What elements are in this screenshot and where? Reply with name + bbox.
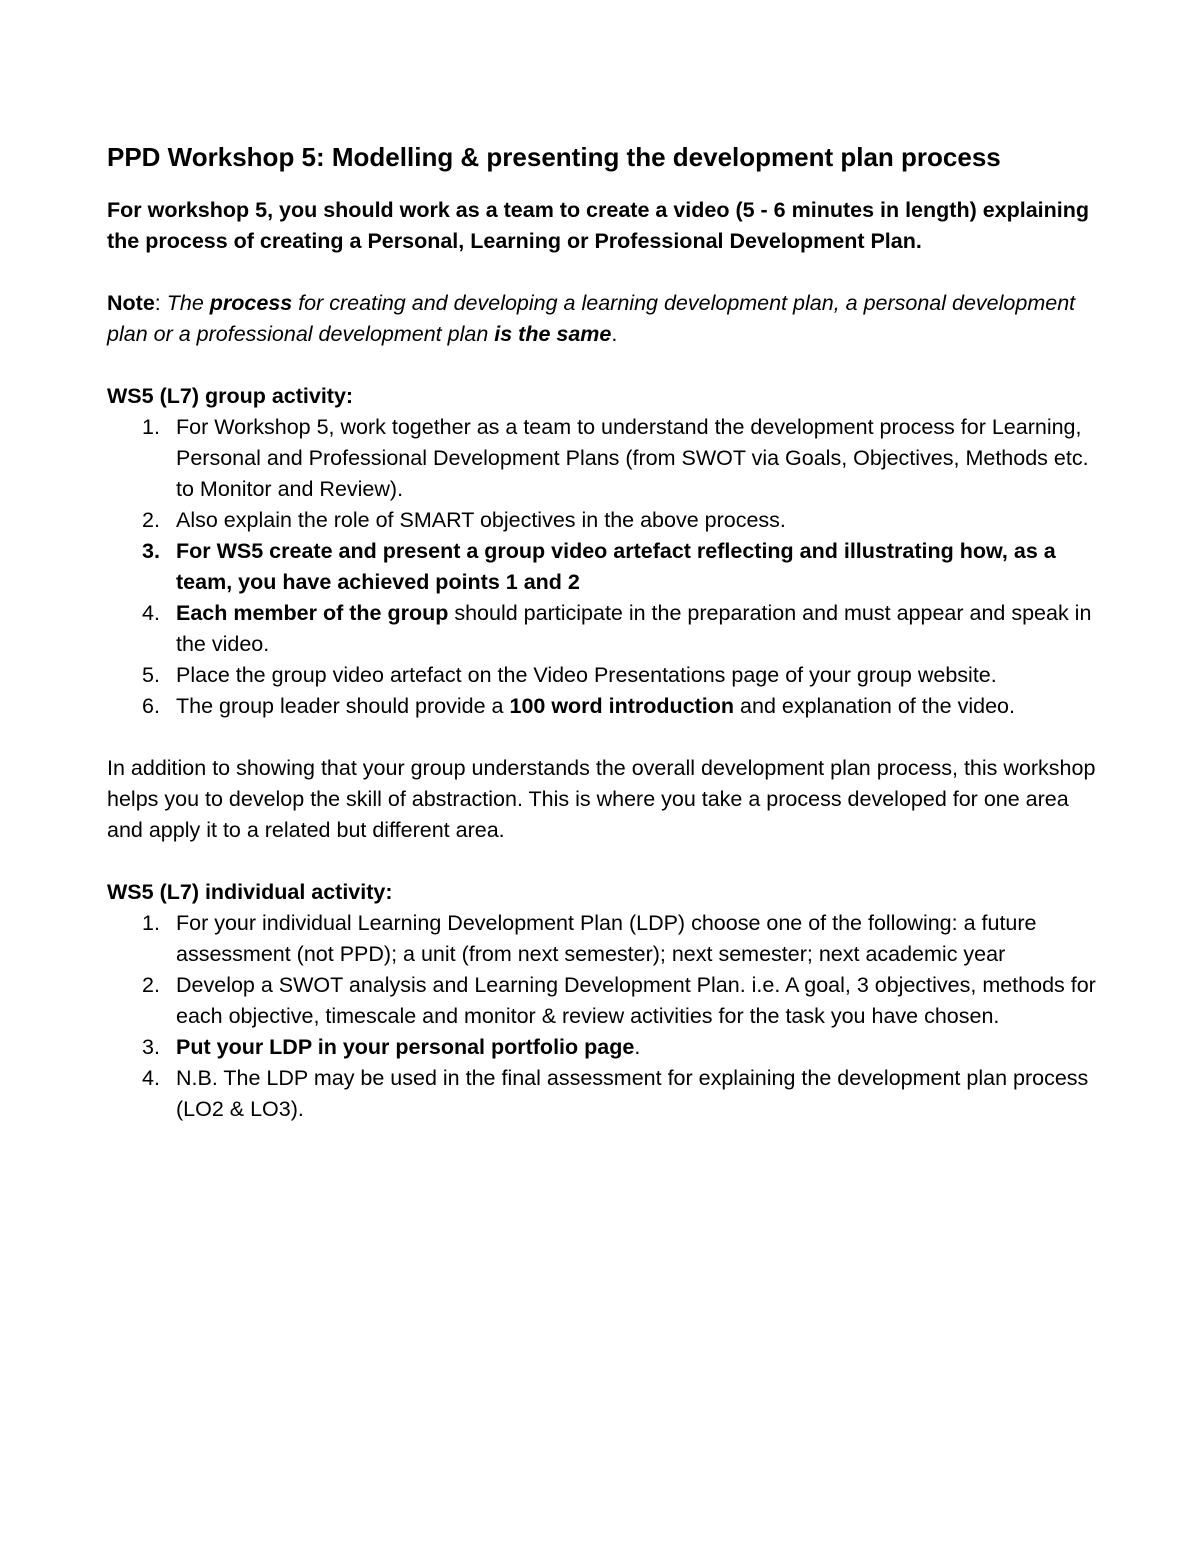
spacer	[107, 722, 1097, 753]
note-colon: :	[154, 291, 167, 315]
list-number: 4.	[142, 601, 160, 625]
list-item-bold: 100 word introduction	[509, 694, 735, 718]
spacer	[107, 350, 1097, 381]
intro-paragraph: For workshop 5, you should work as a team to create a video (5 - 6 minutes in length) explaining the process of creating a Personal, Learning or Professional Development Plan.	[107, 198, 1090, 253]
note-label: Note	[107, 291, 155, 315]
list-number: 4.	[142, 1066, 160, 1090]
document-page	[107, 138, 1097, 1125]
list-item	[107, 598, 1097, 660]
note-paragraph	[107, 288, 1097, 350]
abstraction-paragraph: In addition to showing that your group understands the overall development plan process, this workshop helps you to develop the skill of abstraction. This is where you take a process developed for one area and apply it to a related but different area.	[107, 756, 1096, 842]
individual-activity-heading: WS5 (L7) individual activity:	[107, 880, 393, 904]
list-item-bold: Put your LDP in your personal portfolio page	[176, 1035, 635, 1059]
group-activity-list	[107, 412, 1097, 722]
spacer	[107, 257, 1097, 288]
list-number: 2.	[142, 973, 160, 997]
list-item	[107, 908, 1097, 970]
list-item	[107, 1063, 1097, 1125]
note-bold-process: process	[209, 291, 293, 315]
list-number: 2.	[142, 508, 160, 532]
list-item-text: The group leader should provide a	[176, 694, 510, 718]
list-item	[107, 412, 1097, 505]
note-end: .	[611, 322, 618, 346]
list-item-text: Develop a SWOT analysis and Learning Development Plan. i.e. A goal, 3 objectives, methods for each objective, timescale and monitor & review activities for the task you have chosen.	[176, 973, 1096, 1028]
list-item	[107, 970, 1097, 1032]
list-item-text: For your individual Learning Development Plan (LDP) choose one of the following: a future assessment (not PPD); a unit (from next semester); next semester; next academic year	[176, 911, 1037, 966]
list-item-text: should participate in the preparation and must appear and speak in the video.	[176, 601, 1092, 656]
individual-activity-list	[107, 908, 1097, 1125]
list-item	[107, 1032, 1097, 1063]
list-item-text: .	[634, 1035, 641, 1059]
list-item-text: N.B. The LDP may be used in the final assessment for explaining the development plan process (LO2 & LO3).	[176, 1066, 1089, 1121]
list-item-text: Place the group video artefact on the Video Presentations page of your group website.	[176, 663, 997, 687]
list-number: 3.	[142, 1035, 160, 1059]
note-text-1: The	[166, 291, 210, 315]
note-text-2: for creating and developing a learning development plan, a personal development plan or a professional development plan	[107, 291, 1076, 346]
page-title: PPD Workshop 5: Modelling & presenting the development plan process	[107, 142, 1001, 172]
group-activity-heading: WS5 (L7) group activity:	[107, 384, 354, 408]
list-number: 5.	[142, 663, 160, 687]
note-bold-same: is the same	[494, 322, 612, 346]
list-item-text: Also explain the role of SMART objectives in the above process.	[176, 508, 786, 532]
list-item	[107, 660, 1097, 691]
list-item-text: and explanation of the video.	[734, 694, 1015, 718]
list-number: 3.	[142, 539, 160, 563]
list-item	[107, 536, 1097, 598]
list-number: 1.	[142, 415, 160, 439]
spacer	[107, 846, 1097, 877]
list-item-text: For WS5 create and present a group video artefact reflecting and illustrating how, as a team, you have achieved points 1 and 2	[176, 539, 1056, 594]
list-item	[107, 505, 1097, 536]
list-item-bold: Each member of the group	[176, 601, 449, 625]
list-item	[107, 691, 1097, 722]
list-number: 6.	[142, 694, 160, 718]
list-number: 1.	[142, 911, 160, 935]
list-item-text: For Workshop 5, work together as a team to understand the development process for Learning, Personal and Professional Development Plans (from SWOT via Goals, Objectives, Methods etc. to Monitor and Review).	[176, 415, 1089, 501]
